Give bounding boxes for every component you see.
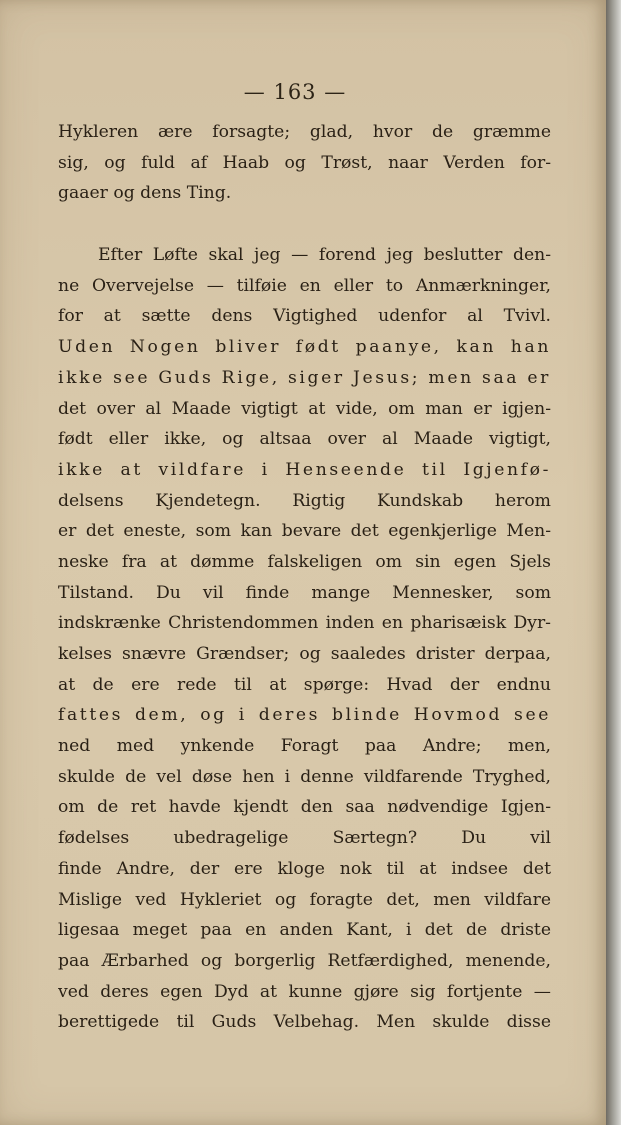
text-line: ikke at vildfare i Henseende til Igjenfø- <box>58 459 551 480</box>
text-line: det over al Maade vigtigt at vide, om man er igjen- <box>58 398 551 419</box>
page-edge <box>606 0 621 1125</box>
text-line: født eller ikke, og altsaa over al Maade vigtigt, <box>58 429 551 450</box>
page-number: — 163 — <box>243 80 347 104</box>
text-line: sig, og fuld af Haab og Trøst, naar Verden for- <box>58 152 551 173</box>
text-line: gaaer og dens Ting. <box>58 183 232 204</box>
text-line: ikke see Guds Rige, siger Jesus; men saa er <box>58 367 551 388</box>
paragraph-gap <box>58 209 551 240</box>
text-line: neske fra at dømme falskeligen om sin egen Sjels <box>58 551 551 572</box>
text-line: Hykleren ære forsagte; glad, hvor de græmme <box>58 122 551 142</box>
text-line: Mislige ved Hykleriet og foragte det, men vildfare <box>58 889 551 910</box>
text-line: Uden Nogen bliver født paanye, kan han <box>58 337 551 358</box>
text-line: kelses snævre Grændser; og saaledes drister derpaa, <box>58 644 551 664</box>
text-line: skulde de vel døse hen i denne vildfarende Tryghed, <box>58 766 551 787</box>
text-line: paa Ærbarhed og borgerlig Retfærdighed, menende, <box>58 950 551 971</box>
text-line: for at sætte dens Vigtighed udenfor al Tvivl. <box>58 306 551 327</box>
text-line: finde Andre, der ere kloge nok til at indsee det <box>58 858 551 879</box>
text-line: berettigede til Guds Velbehag. Men skulde disse <box>58 1012 551 1033</box>
body-text <box>58 117 551 1038</box>
text-line: fattes dem, og i deres blinde Hovmod see <box>58 705 551 726</box>
paragraph-2 <box>58 240 551 1038</box>
text-line: indskrænke Christendommen inden en pharisæisk Dyr- <box>58 613 551 634</box>
text-line: om de ret havde kjendt den saa nødvendige Igjen- <box>58 797 551 818</box>
text-line: ved deres egen Dyd at kunne gjøre sig fortjente — <box>58 981 551 1002</box>
text-line: Tilstand. Du vil finde mange Mennesker, som <box>58 582 551 603</box>
text-line: ned med ynkende Foragt paa Andre; men, <box>58 736 551 757</box>
text-line: Efter Løfte skal jeg — forend jeg beslutter den- <box>98 245 551 266</box>
text-line: delsens Kjendetegn. Rigtig Kundskab herom <box>58 490 551 511</box>
text-line: at de ere rede til at spørge: Hvad der endnu <box>58 674 551 695</box>
text-line: ne Overvejelse — tilføie en eller to Anmærkninger, <box>58 275 551 296</box>
paragraph-1 <box>58 117 551 209</box>
text-line: ligesaa meget paa en anden Kant, i det de driste <box>58 920 551 941</box>
text-line: er det eneste, som kan bevare det egenkjerlige Men- <box>58 521 551 542</box>
text-line: fødelses ubedragelige Særtegn? Du vil <box>58 828 551 849</box>
